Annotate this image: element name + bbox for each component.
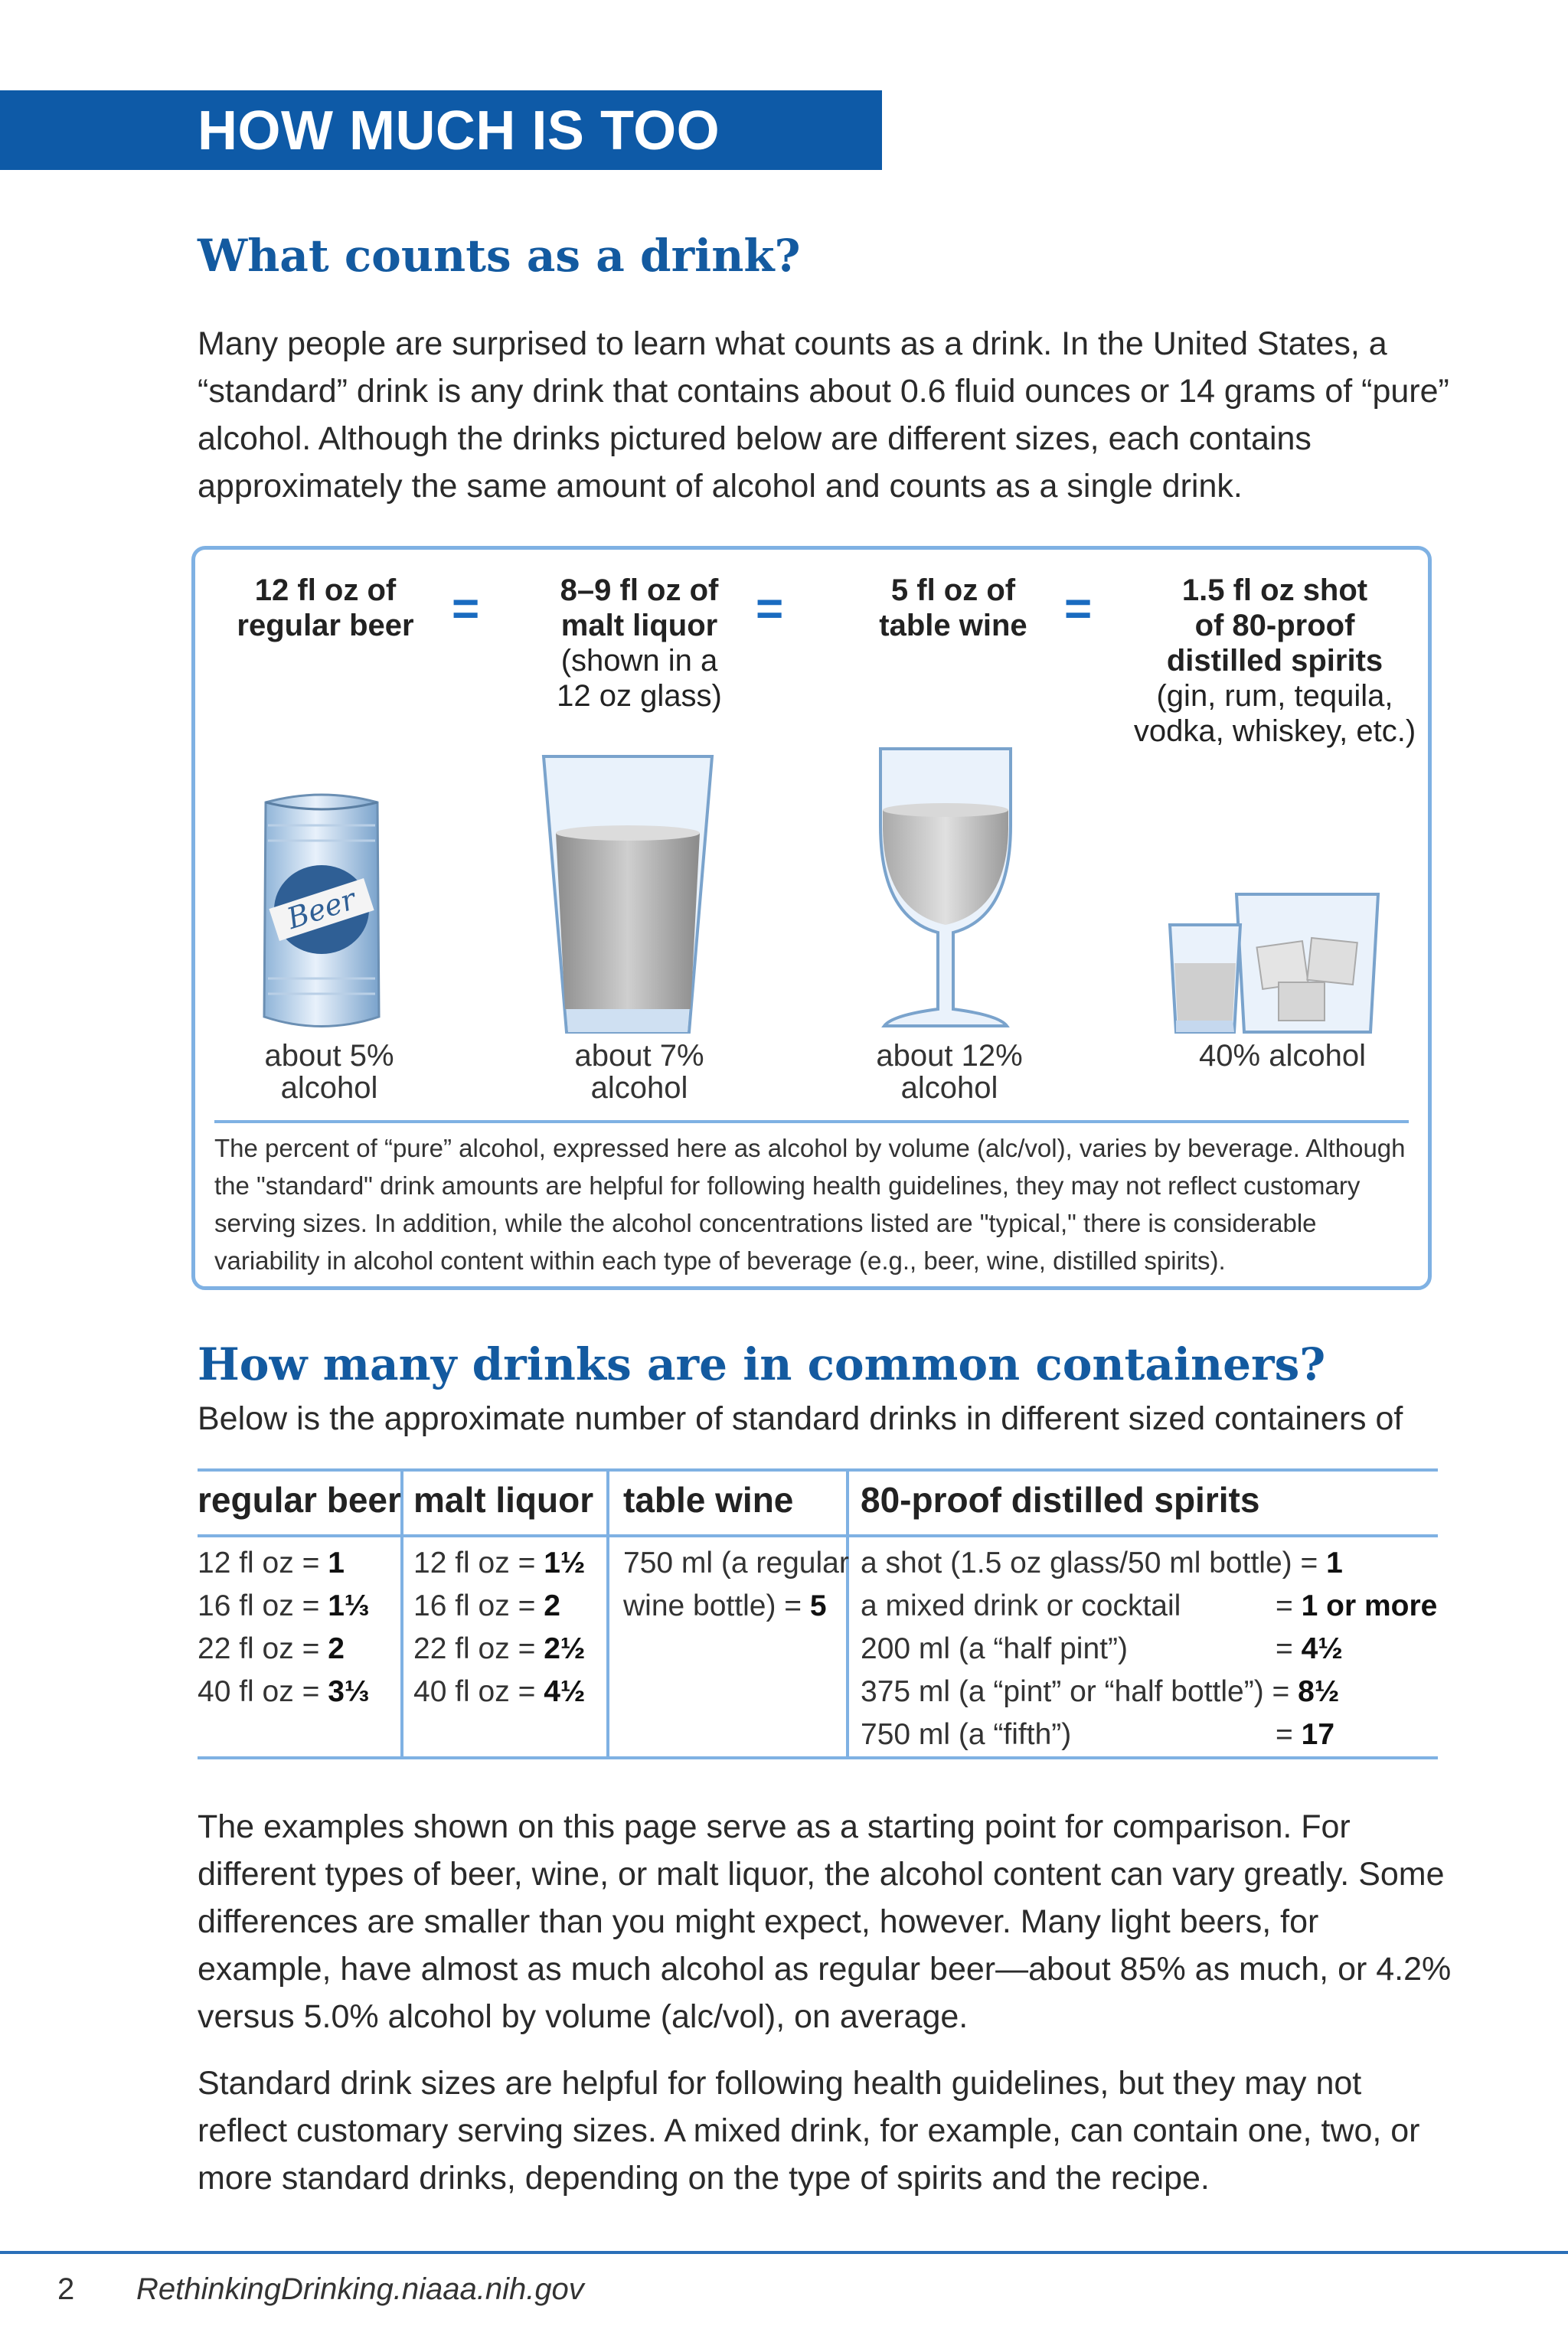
percent-value: 40% alcohol bbox=[1199, 1039, 1366, 1073]
cell-label: 22 fl oz = bbox=[413, 1632, 544, 1665]
spirits-row bbox=[861, 1585, 1438, 1628]
cell-label: 375 ml (a “pint” or “half bottle”) bbox=[861, 1675, 1264, 1708]
footer-url: RethinkingDrinking.niaaa.nih.gov bbox=[136, 2272, 584, 2306]
table-rule bbox=[198, 1468, 1438, 1472]
cell-label: 200 ml (a “half pint”) bbox=[861, 1632, 1128, 1665]
cell-label: 40 fl oz = bbox=[413, 1675, 544, 1708]
drink-note: vodka, whiskey, etc.) bbox=[1133, 714, 1416, 748]
drink-note: 12 oz glass) bbox=[557, 679, 722, 713]
body-paragraph-serving-sizes: Standard drink sizes are helpful for following health guidelines, but they may not reflect customary serving sizes. A mixed drink, for example, can contain one, two, or more standard drinks, depending on the type of spirits and the recipe. bbox=[198, 2065, 1420, 2197]
cell-value: 1⅓ bbox=[328, 1589, 370, 1622]
cell-value: 3⅓ bbox=[328, 1675, 370, 1708]
drink-note: (shown in a bbox=[560, 644, 718, 678]
drink-header-spirits bbox=[1122, 573, 1428, 749]
containers-intro: Below is the approximate number of standard drinks in different sized containers of bbox=[198, 1400, 1403, 1437]
table-rule bbox=[198, 1534, 1438, 1537]
cell-label: a shot (1.5 oz glass/50 ml bottle) bbox=[861, 1547, 1292, 1579]
cell-value: 1 bbox=[328, 1547, 345, 1579]
cell-value: 1 or more bbox=[1301, 1589, 1438, 1622]
drink-type: distilled spirits bbox=[1166, 644, 1383, 678]
column-divider bbox=[606, 1472, 609, 1756]
alcohol-percent-spirits bbox=[1175, 1040, 1390, 1072]
drink-amount: 5 fl oz of bbox=[890, 573, 1016, 607]
cell-value: 8½ bbox=[1298, 1675, 1340, 1708]
drink-header-wine bbox=[838, 573, 1068, 643]
percent-value: about 5% bbox=[264, 1039, 394, 1073]
cell-label: 16 fl oz = bbox=[413, 1589, 544, 1622]
spirits-row bbox=[861, 1628, 1435, 1671]
table-rule bbox=[198, 1756, 1438, 1759]
drink-amount: 8–9 fl oz of bbox=[560, 573, 719, 607]
cell-label: a mixed drink or cocktail bbox=[861, 1589, 1181, 1622]
box-footnote: The percent of “pure” alcohol, expressed here as alcohol by volume (alc/vol), varies by beverage. Although the "standard" drink amounts are helpful for following health guidelines, they may not reflect customary serving sizes. In addition, while the alcohol concentrations listed are "typical," there is considerable variability in alcohol content within each type of beverage (e.g., beer, wine, distilled spirits). bbox=[214, 1120, 1409, 1279]
beer-can-icon bbox=[249, 779, 394, 1040]
drink-amount: 1.5 fl oz shot bbox=[1181, 573, 1368, 607]
column-header-beer: regular beer bbox=[198, 1480, 401, 1520]
spirits-row bbox=[861, 1713, 1435, 1756]
equals-sign: = bbox=[452, 583, 480, 635]
percent-label: alcohol bbox=[900, 1071, 998, 1105]
cell-equals: = bbox=[1276, 1718, 1302, 1751]
drink-type: malt liquor bbox=[560, 609, 718, 642]
equals-sign: = bbox=[756, 583, 784, 635]
table-cell-spirits bbox=[861, 1542, 1438, 1756]
cell-label: wine bottle) = bbox=[623, 1589, 810, 1622]
spirits-row bbox=[861, 1671, 1435, 1713]
page-banner bbox=[0, 90, 882, 224]
body-paragraph-comparison: The examples shown on this page serve as a starting point for comparison. For different types of beer, wine, or malt liquor, the alcohol content can vary greatly. Some differences are smaller than you might expect, however. Many light beers, for example, have almost as much alcohol as regular beer—about 85% as much, or 4.2% versus 5.0% alcohol by volume (alc/vol), on average. bbox=[198, 1808, 1452, 2035]
alcohol-percent-malt-liquor bbox=[544, 1040, 735, 1104]
column-header-malt-liquor: malt liquor bbox=[413, 1480, 594, 1520]
drink-amount: 12 fl oz of bbox=[254, 573, 397, 607]
cell-value: 2 bbox=[328, 1632, 345, 1665]
spirits-row bbox=[861, 1542, 1435, 1585]
malt-liquor-glass-icon bbox=[536, 749, 720, 1040]
percent-value: about 12% bbox=[876, 1039, 1023, 1073]
drink-type: table wine bbox=[879, 609, 1027, 642]
cell-value: 2½ bbox=[544, 1632, 586, 1665]
column-header-spirits: 80-proof distilled spirits bbox=[861, 1480, 1260, 1520]
cell-label: 16 fl oz = bbox=[198, 1589, 328, 1622]
cell-equals: = bbox=[1292, 1547, 1327, 1579]
cell-label: 12 fl oz = bbox=[198, 1547, 328, 1579]
percent-label: alcohol bbox=[590, 1071, 688, 1105]
cell-value: 2 bbox=[544, 1589, 560, 1622]
footer-rule bbox=[0, 2251, 1568, 2254]
cell-equals: = bbox=[1276, 1589, 1302, 1622]
drink-type: regular beer bbox=[237, 609, 414, 642]
drink-header-beer bbox=[211, 573, 440, 643]
cell-label: 750 ml (a “fifth”) bbox=[861, 1718, 1072, 1751]
intro-paragraph: Many people are surprised to learn what counts as a drink. In the United States, a “standard” drink is any drink that contains about 0.6 fluid ounces or 14 grams of “pure” alcohol. Although the drinks pictured below are different sizes, each contains approximately the same amount of alcohol and counts as a single drink. bbox=[198, 325, 1449, 505]
percent-label: alcohol bbox=[280, 1071, 378, 1105]
spirits-glasses-icon bbox=[1164, 879, 1386, 1040]
section-heading-containers: How many drinks are in common containers? bbox=[198, 1338, 1326, 1390]
page-number: 2 bbox=[57, 2272, 75, 2306]
column-header-wine: table wine bbox=[623, 1480, 794, 1520]
cell-value: 1 bbox=[1326, 1547, 1343, 1579]
cell-equals: = bbox=[1263, 1675, 1298, 1708]
cell-value: 5 bbox=[809, 1589, 827, 1622]
drink-header-malt-liquor bbox=[524, 573, 754, 714]
equals-sign: = bbox=[1064, 583, 1093, 635]
table-cell-wine bbox=[623, 1542, 849, 1628]
cell-equals: = bbox=[1276, 1632, 1302, 1665]
wine-glass-icon bbox=[869, 741, 1022, 1040]
cell-label: 12 fl oz = bbox=[413, 1547, 544, 1579]
alcohol-percent-wine bbox=[850, 1040, 1049, 1104]
drink-comparison-box bbox=[191, 546, 1432, 1290]
cell-label: 22 fl oz = bbox=[198, 1632, 328, 1665]
alcohol-percent-beer bbox=[234, 1040, 425, 1104]
drink-strength: of 80-proof bbox=[1194, 609, 1355, 642]
cell-value: 4½ bbox=[544, 1675, 586, 1708]
drink-note: (gin, rum, tequila, bbox=[1156, 679, 1393, 713]
cell-label: 40 fl oz = bbox=[198, 1675, 328, 1708]
can-label: Beer bbox=[283, 882, 360, 936]
cell-value: 1½ bbox=[544, 1547, 586, 1579]
table-cell-malt-liquor bbox=[413, 1542, 585, 1713]
table-cell-beer bbox=[198, 1542, 369, 1713]
cell-label: 750 ml (a regular bbox=[623, 1547, 849, 1579]
cell-value: 4½ bbox=[1301, 1632, 1343, 1665]
cell-value: 17 bbox=[1301, 1718, 1335, 1751]
percent-value: about 7% bbox=[574, 1039, 704, 1073]
section-heading-what-counts: What counts as a drink? bbox=[198, 230, 801, 282]
banner-title: HOW MUCH IS TOO MUCH? bbox=[198, 100, 720, 224]
